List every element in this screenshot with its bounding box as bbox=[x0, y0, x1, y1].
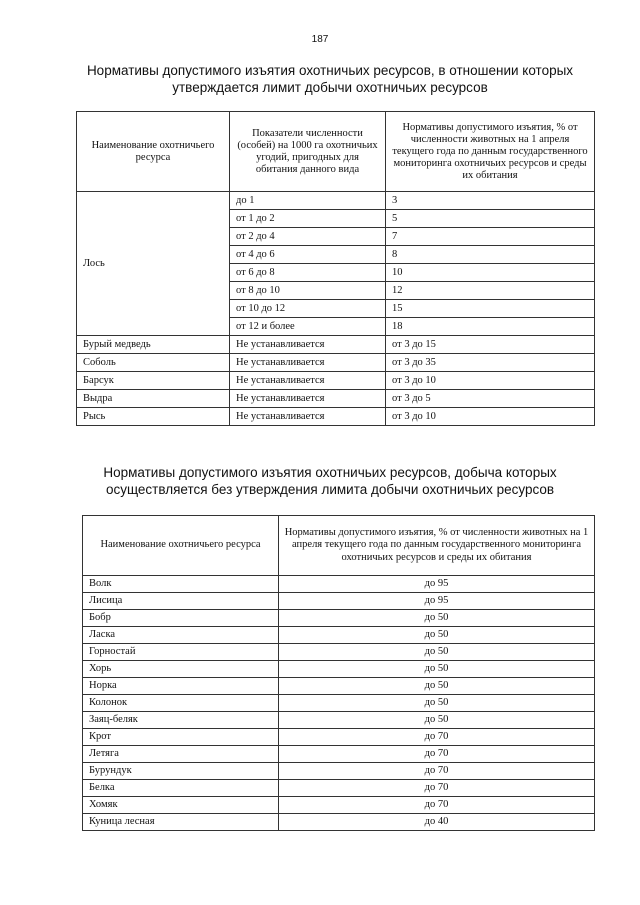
norm-value: 10 bbox=[386, 264, 595, 282]
header-norm: Нормативы допустимого изъятия, % от численности животных на 1 апреля текущего года по данным государственного мониторинга охотничьих ресурсов и среды их обитания bbox=[279, 516, 595, 576]
table-row bbox=[83, 814, 595, 831]
resource-name: Куница лесная bbox=[83, 814, 279, 831]
density-value: от 4 до 6 bbox=[230, 246, 386, 264]
table-row bbox=[83, 712, 595, 729]
resource-name: Лисица bbox=[83, 593, 279, 610]
norm-value: до 50 bbox=[279, 627, 595, 644]
norm-value: до 70 bbox=[279, 797, 595, 814]
header-resource-name: Наименование охотничьего ресурса bbox=[83, 516, 279, 576]
resource-name: Колонок bbox=[83, 695, 279, 712]
table-row bbox=[83, 695, 595, 712]
table-row bbox=[83, 678, 595, 695]
resource-name: Белка bbox=[83, 780, 279, 797]
norm-value: до 70 bbox=[279, 763, 595, 780]
resource-name: Ласка bbox=[83, 627, 279, 644]
header-norm: Нормативы допустимого изъятия, % от численности животных на 1 апреля текущего года по данным государственного мониторинга охотничьих ресурсов и среды их обитания bbox=[386, 112, 595, 192]
table-row bbox=[83, 780, 595, 797]
table-row bbox=[83, 593, 595, 610]
norm-value: 12 bbox=[386, 282, 595, 300]
header-resource-name: Наименование охотничьего ресурса bbox=[77, 112, 230, 192]
density-value: от 2 до 4 bbox=[230, 228, 386, 246]
table-row bbox=[77, 192, 595, 210]
unlimited-resources-table bbox=[82, 515, 595, 831]
limited-resources-table bbox=[76, 111, 595, 426]
density-value: от 1 до 2 bbox=[230, 210, 386, 228]
resource-name: Норка bbox=[83, 678, 279, 695]
table-row bbox=[83, 763, 595, 780]
norm-value: от 3 до 5 bbox=[386, 390, 595, 408]
section2-title bbox=[60, 464, 600, 498]
norm-value: 7 bbox=[386, 228, 595, 246]
table-row bbox=[77, 372, 595, 390]
norm-value: до 50 bbox=[279, 610, 595, 627]
table-row bbox=[77, 336, 595, 354]
norm-value: до 95 bbox=[279, 576, 595, 593]
density-value: Не устанавливается bbox=[230, 354, 386, 372]
resource-name: Заяц-беляк bbox=[83, 712, 279, 729]
norm-value: до 50 bbox=[279, 661, 595, 678]
section2-title-line1: Нормативы допустимого изъятия охотничьих ресурсов, добыча которых bbox=[103, 465, 557, 480]
density-value: от 10 до 12 bbox=[230, 300, 386, 318]
resource-name: Лось bbox=[77, 192, 230, 336]
norm-value: до 50 bbox=[279, 644, 595, 661]
resource-name: Бурундук bbox=[83, 763, 279, 780]
resource-name: Бобр bbox=[83, 610, 279, 627]
norm-value: от 3 до 10 bbox=[386, 408, 595, 426]
table-row bbox=[83, 746, 595, 763]
table-row bbox=[83, 610, 595, 627]
norm-value: до 70 bbox=[279, 729, 595, 746]
table-row bbox=[83, 797, 595, 814]
header-density: Показатели численности (особей) на 1000 га охотничьих угодий, пригодных для обитания данного вида bbox=[230, 112, 386, 192]
section1-title bbox=[60, 62, 600, 96]
norm-value: 15 bbox=[386, 300, 595, 318]
density-value: Не устанавливается bbox=[230, 390, 386, 408]
resource-name: Летяга bbox=[83, 746, 279, 763]
norm-value: до 50 bbox=[279, 695, 595, 712]
density-value: Не устанавливается bbox=[230, 408, 386, 426]
resource-name: Барсук bbox=[77, 372, 230, 390]
table-row bbox=[83, 644, 595, 661]
norm-value: до 40 bbox=[279, 814, 595, 831]
resource-name: Хорь bbox=[83, 661, 279, 678]
norm-value: 5 bbox=[386, 210, 595, 228]
norm-value: 3 bbox=[386, 192, 595, 210]
density-value: Не устанавливается bbox=[230, 336, 386, 354]
norm-value: 8 bbox=[386, 246, 595, 264]
section1-title-line2: утверждается лимит добычи охотничьих ресурсов bbox=[172, 80, 488, 95]
resource-name: Выдра bbox=[77, 390, 230, 408]
resource-name: Волк bbox=[83, 576, 279, 593]
table-row bbox=[83, 627, 595, 644]
norm-value: от 3 до 10 bbox=[386, 372, 595, 390]
resource-name: Рысь bbox=[77, 408, 230, 426]
norm-value: до 50 bbox=[279, 712, 595, 729]
density-value: Не устанавливается bbox=[230, 372, 386, 390]
resource-name: Горностай bbox=[83, 644, 279, 661]
table-row bbox=[83, 661, 595, 678]
resource-name: Крот bbox=[83, 729, 279, 746]
norm-value: до 50 bbox=[279, 678, 595, 695]
table-row bbox=[77, 354, 595, 372]
density-value: до 1 bbox=[230, 192, 386, 210]
norm-value: от 3 до 15 bbox=[386, 336, 595, 354]
table-row bbox=[83, 729, 595, 746]
table-row bbox=[77, 408, 595, 426]
resource-name: Бурый медведь bbox=[77, 336, 230, 354]
norm-value: до 70 bbox=[279, 746, 595, 763]
resource-name: Хомяк bbox=[83, 797, 279, 814]
page-number: 187 bbox=[311, 34, 329, 45]
resource-name: Соболь bbox=[77, 354, 230, 372]
density-value: от 6 до 8 bbox=[230, 264, 386, 282]
density-value: от 12 и более bbox=[230, 318, 386, 336]
section1-title-line1: Нормативы допустимого изъятия охотничьих ресурсов, в отношении которых bbox=[86, 63, 574, 78]
norm-value: до 95 bbox=[279, 593, 595, 610]
density-value: от 8 до 10 bbox=[230, 282, 386, 300]
section2-title-line2: осуществляется без утверждения лимита добычи охотничьих ресурсов bbox=[105, 482, 555, 497]
table-row bbox=[77, 390, 595, 408]
norm-value: до 70 bbox=[279, 780, 595, 797]
norm-value: от 3 до 35 bbox=[386, 354, 595, 372]
table-row bbox=[83, 576, 595, 593]
norm-value: 18 bbox=[386, 318, 595, 336]
